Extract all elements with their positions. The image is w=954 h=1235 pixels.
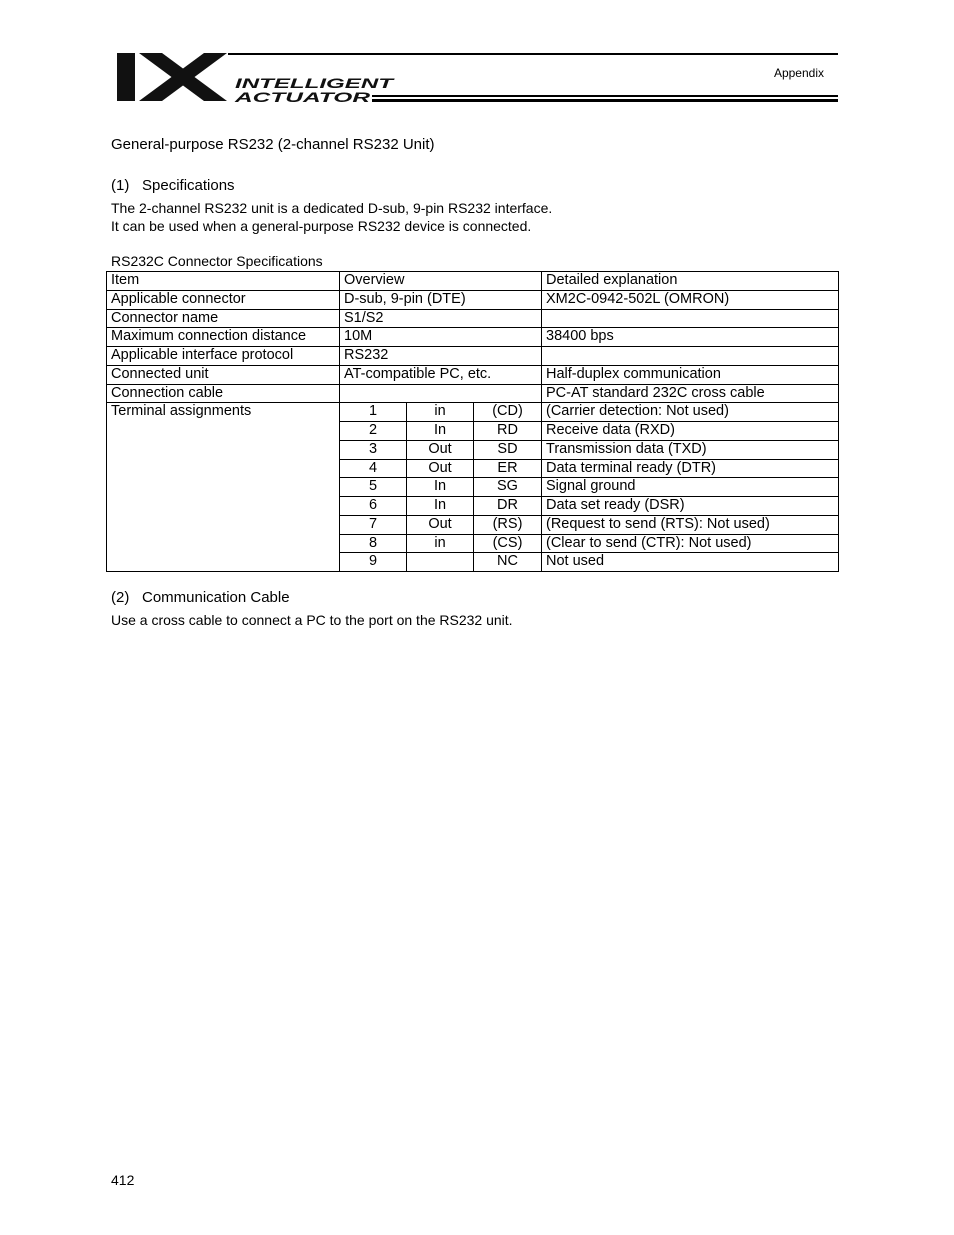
pin-direction <box>407 553 474 572</box>
header-rule-bottom-thin <box>372 95 838 97</box>
row-detail: 38400 bps <box>542 328 839 347</box>
pin-signal: ER <box>474 459 542 478</box>
pin-description: (Request to send (RTS): Not used) <box>542 515 839 534</box>
table-caption: RS232C Connector Specifications <box>111 253 323 269</box>
pin-signal: DR <box>474 497 542 516</box>
pin-number: 1 <box>340 403 407 422</box>
communication-cable-heading-text: Communication Cable <box>142 589 290 606</box>
pin-direction: Out <box>407 459 474 478</box>
pin-description: Transmission data (TXD) <box>542 440 839 459</box>
pin-direction: In <box>407 478 474 497</box>
header-overview: Overview <box>340 272 542 291</box>
row-overview <box>340 384 542 403</box>
header-rule-bottom-thick <box>372 99 838 102</box>
header-detail: Detailed explanation <box>542 272 839 291</box>
pin-number: 8 <box>340 534 407 553</box>
pin-signal: (RS) <box>474 515 542 534</box>
pin-description: (Clear to send (CTR): Not used) <box>542 534 839 553</box>
communication-cable-paragraph: Use a cross cable to connect a PC to the port on the RS232 unit. <box>111 612 513 628</box>
intelligent-actuator-logo <box>115 52 405 104</box>
table-row <box>107 328 839 347</box>
pin-signal: (CS) <box>474 534 542 553</box>
page-number: 412 <box>111 1172 135 1188</box>
specifications-paragraph <box>111 199 552 235</box>
pin-description: Data set ready (DSR) <box>542 497 839 516</box>
pin-number: 2 <box>340 422 407 441</box>
row-item: Maximum connection distance <box>107 328 340 347</box>
pin-description: Not used <box>542 553 839 572</box>
row-overview: AT-compatible PC, etc. <box>340 365 542 384</box>
pin-description: Receive data (RXD) <box>542 422 839 441</box>
pin-description: Signal ground <box>542 478 839 497</box>
table-header-row <box>107 272 839 291</box>
pin-direction: Out <box>407 515 474 534</box>
pin-direction: Out <box>407 440 474 459</box>
pin-signal: RD <box>474 422 542 441</box>
table-row <box>107 290 839 309</box>
pin-description: Data terminal ready (DTR) <box>542 459 839 478</box>
row-detail <box>542 309 839 328</box>
paragraph-line-2: It can be used when a general-purpose RS232 device is connected. <box>111 218 532 234</box>
table-row <box>107 365 839 384</box>
pin-signal: (CD) <box>474 403 542 422</box>
pin-number: 4 <box>340 459 407 478</box>
row-detail: Half-duplex communication <box>542 365 839 384</box>
table-row <box>107 309 839 328</box>
row-item: Connected unit <box>107 365 340 384</box>
section-label: Appendix <box>773 66 824 80</box>
specifications-heading <box>111 177 235 194</box>
row-overview: RS232 <box>340 347 542 366</box>
header-item: Item <box>107 272 340 291</box>
terminal-row <box>107 403 839 422</box>
logo-line1: INTELLIGENT <box>235 76 397 91</box>
pin-signal: SG <box>474 478 542 497</box>
row-item: Applicable connector <box>107 290 340 309</box>
row-overview: 10M <box>340 328 542 347</box>
specifications-heading-text: Specifications <box>142 177 235 194</box>
pin-number: 9 <box>340 553 407 572</box>
row-detail: PC-AT standard 232C cross cable <box>542 384 839 403</box>
pin-direction: In <box>407 497 474 516</box>
row-item: Connection cable <box>107 384 340 403</box>
paragraph-line-1: The 2-channel RS232 unit is a dedicated D-sub, 9-pin RS232 interface. <box>111 200 553 216</box>
logo-i-bar <box>117 53 135 101</box>
section-title: General-purpose RS232 (2-channel RS232 Unit) <box>111 136 435 153</box>
pin-direction: in <box>407 403 474 422</box>
pin-description: (Carrier detection: Not used) <box>542 403 839 422</box>
terminal-assignments-label: Terminal assignments <box>107 403 340 572</box>
table-row <box>107 347 839 366</box>
row-detail: XM2C-0942-502L (OMRON) <box>542 290 839 309</box>
communication-cable-number: (2) <box>111 589 130 606</box>
pin-number: 6 <box>340 497 407 516</box>
row-overview: S1/S2 <box>340 309 542 328</box>
pin-direction: in <box>407 534 474 553</box>
logo-line2: ACTUATOR <box>233 90 371 104</box>
table-row <box>107 384 839 403</box>
pin-number: 7 <box>340 515 407 534</box>
row-overview: D-sub, 9-pin (DTE) <box>340 290 542 309</box>
pin-direction: In <box>407 422 474 441</box>
header-rule-top <box>228 53 838 55</box>
pin-signal: SD <box>474 440 542 459</box>
communication-cable-heading <box>111 589 290 606</box>
pin-number: 5 <box>340 478 407 497</box>
pin-signal: NC <box>474 553 542 572</box>
row-item: Connector name <box>107 309 340 328</box>
row-item: Applicable interface protocol <box>107 347 340 366</box>
row-detail <box>542 347 839 366</box>
rs232c-spec-table <box>106 271 839 572</box>
pin-number: 3 <box>340 440 407 459</box>
specifications-number: (1) <box>111 177 130 194</box>
